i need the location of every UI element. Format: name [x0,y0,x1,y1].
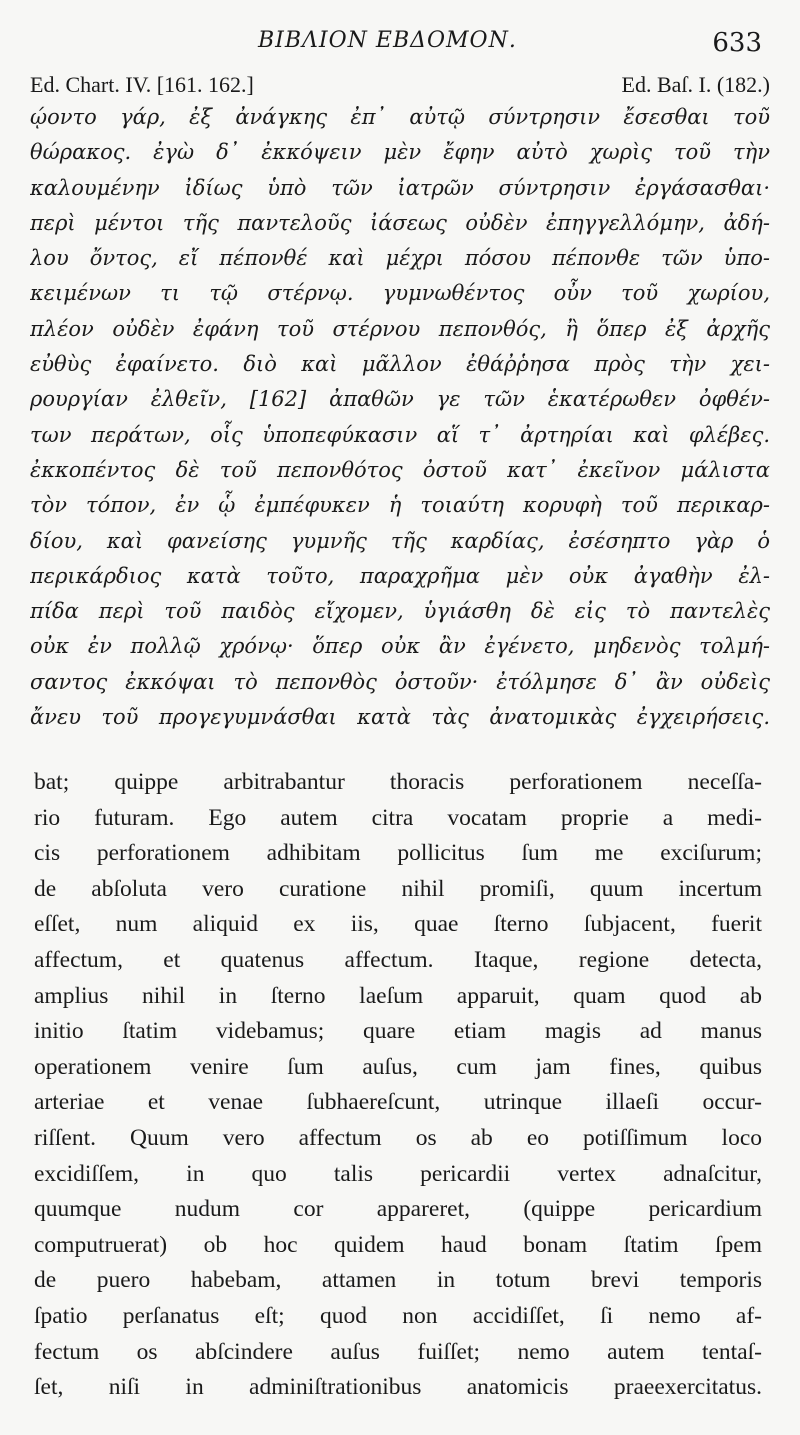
edition-reference-basel: Ed. Baſ. I. (182.) [621,72,770,97]
greek-text-line: πλέον οὐδὲν ἐφάνη τοῦ στέρνου πεπονθός, ἢ ὅπερ ἐξ ἀρχῆς [30,316,770,341]
greek-text-line: λου ὄντος, εἴ πέπονθέ καὶ μέχρι πόσου πέπονθε τῶν ὑπο- [30,246,770,271]
latin-text-line: excidiſſem, in quo talis pericardii vertex adnaſcitur, [34,1160,762,1187]
greek-text-line: ἐκκοπέντος δὲ τοῦ πεπονθότος ὀστοῦ κατ᾽ ἐκεῖνον μάλιστα [30,457,770,482]
greek-text-line: σαντος ἐκκόψαι τὸ πεπονθὸς ὀστοῦν· ἐτόλμησε δ᾽ ἂν οὐδεὶς [30,669,770,694]
latin-text-line: de puero habebam, attamen in totum brevi temporis [34,1267,762,1294]
page-number: 633 [712,28,762,58]
latin-text-line: eſſet, num aliquid ex iis, quae ſterno ſubjacent, fuerit [34,911,762,938]
latin-text-line: ſpatio perſanatus eſt; quod non accidiſſet, ſi nemo af- [34,1302,762,1329]
latin-text-column [34,765,762,1406]
greek-text-column [30,100,770,735]
edition-reference-chart: Ed. Chart. IV. [161. 162.] [30,72,254,97]
greek-text-line: εὐθὺς ἐφαίνετο. διὸ καὶ μᾶλλον ἐθάῤῥησα πρὸς τὴν χει- [30,352,770,377]
greek-text-line: καλουμένην ἰδίως ὑπὸ τῶν ἰατρῶν σύντρησιν ἐργάσασθαι· [30,175,770,200]
greek-text-line: περὶ μέντοι τῆς παντελοῦς ἰάσεως οὐδὲν ἐπηγγελλόμην, ἀδή- [30,210,770,235]
latin-text-line: cis perforationem adhibitam pollicitus ſum me exciſurum; [34,840,762,867]
edition-references [30,72,770,102]
book-title: ΒΙΒΛΙΟΝ ΕΒΔΟΜΟΝ. [258,28,517,53]
latin-text-line: fectum os abſcindere auſus fuiſſet; nemo autem tentaſ- [34,1338,762,1365]
latin-text-line: ſet, niſi in adminiſtrationibus anatomicis praeexercitatus. [34,1374,762,1401]
greek-text-line: οὐκ ἐν πολλῷ χρόνῳ· ὅπερ οὐκ ἂν ἐγένετο, μηδενὸς τολμή- [30,634,770,659]
latin-text-line: de abſoluta vero curatione nihil promiſi, quum incertum [34,875,762,902]
latin-text-line: bat; quippe arbitrabantur thoracis perforationem neceſſa- [34,769,762,795]
latin-text-line: amplius nihil in ſterno laeſum apparuit, quam quod ab [34,982,762,1009]
latin-text-line: computruerat) ob hoc quidem haud bonam ſtatim ſpem [34,1231,762,1258]
latin-text-line: rio futuram. Ego autem citra vocatam proprie a medi- [34,804,762,831]
greek-text-line: ῴοντο γάρ, ἐξ ἀνάγκης ἐπ᾽ αὐτῷ σύντρησιν ἔσεσθαι τοῦ [30,105,770,129]
greek-text-line: των περάτων, οἷς ὑποπεφύκασιν αἵ τ᾽ ἀρτηρίαι καὶ φλέβες. [30,422,770,447]
greek-text-line: ἄνευ τοῦ προγεγυμνάσθαι κατὰ τὰς ἀνατομικὰς ἐγχειρήσεις. [30,705,770,730]
latin-text-line: arteriae et venae ſubhaereſcunt, utrinque illaeſi occur- [34,1089,762,1116]
latin-text-line: riſſent. Quum vero affectum os ab eo potiſſimum loco [34,1124,762,1151]
running-head [0,28,800,64]
greek-text-line: περικάρδιος κατὰ τοῦτο, παραχρῆμα μὲν οὐκ ἀγαθὴν ἐλ- [30,563,770,588]
greek-text-line: τὸν τόπον, ἐν ᾧ ἐμπέφυκεν ἡ τοιαύτη κορυφὴ τοῦ περικαρ- [30,493,770,518]
latin-text-line: quumque nudum cor appareret, (quippe pericardium [34,1196,762,1223]
greek-text-line: πίδα περὶ τοῦ παιδὸς εἴχομεν, ὑγιάσθη δὲ εἰς τὸ παντελὲς [30,599,770,624]
greek-text-line: ρουργίαν ἐλθεῖν, [162] ἀπαθῶν γε τῶν ἑκατέρωθεν ὀφθέν- [30,387,770,412]
latin-text-line: affectum, et quatenus affectum. Itaque, regione detecta, [34,946,762,973]
latin-text-line: initio ſtatim videbamus; quare etiam magis ad manus [34,1018,762,1045]
greek-text-line: θώρακος. ἐγὼ δ᾽ ἐκκόψειν μὲν ἔφην αὐτὸ χωρὶς τοῦ τὴν [30,140,770,165]
greek-text-line: δίου, καὶ φανείσης γυμνῆς τῆς καρδίας, ἐσέσηπτο γὰρ ὁ [30,528,770,553]
greek-text-line: κειμένων τι τῷ στέρνῳ. γυμνωθέντος οὖν τοῦ χωρίου, [30,281,770,306]
latin-text-line: operationem venire ſum auſus, cum jam fines, quibus [34,1053,762,1080]
